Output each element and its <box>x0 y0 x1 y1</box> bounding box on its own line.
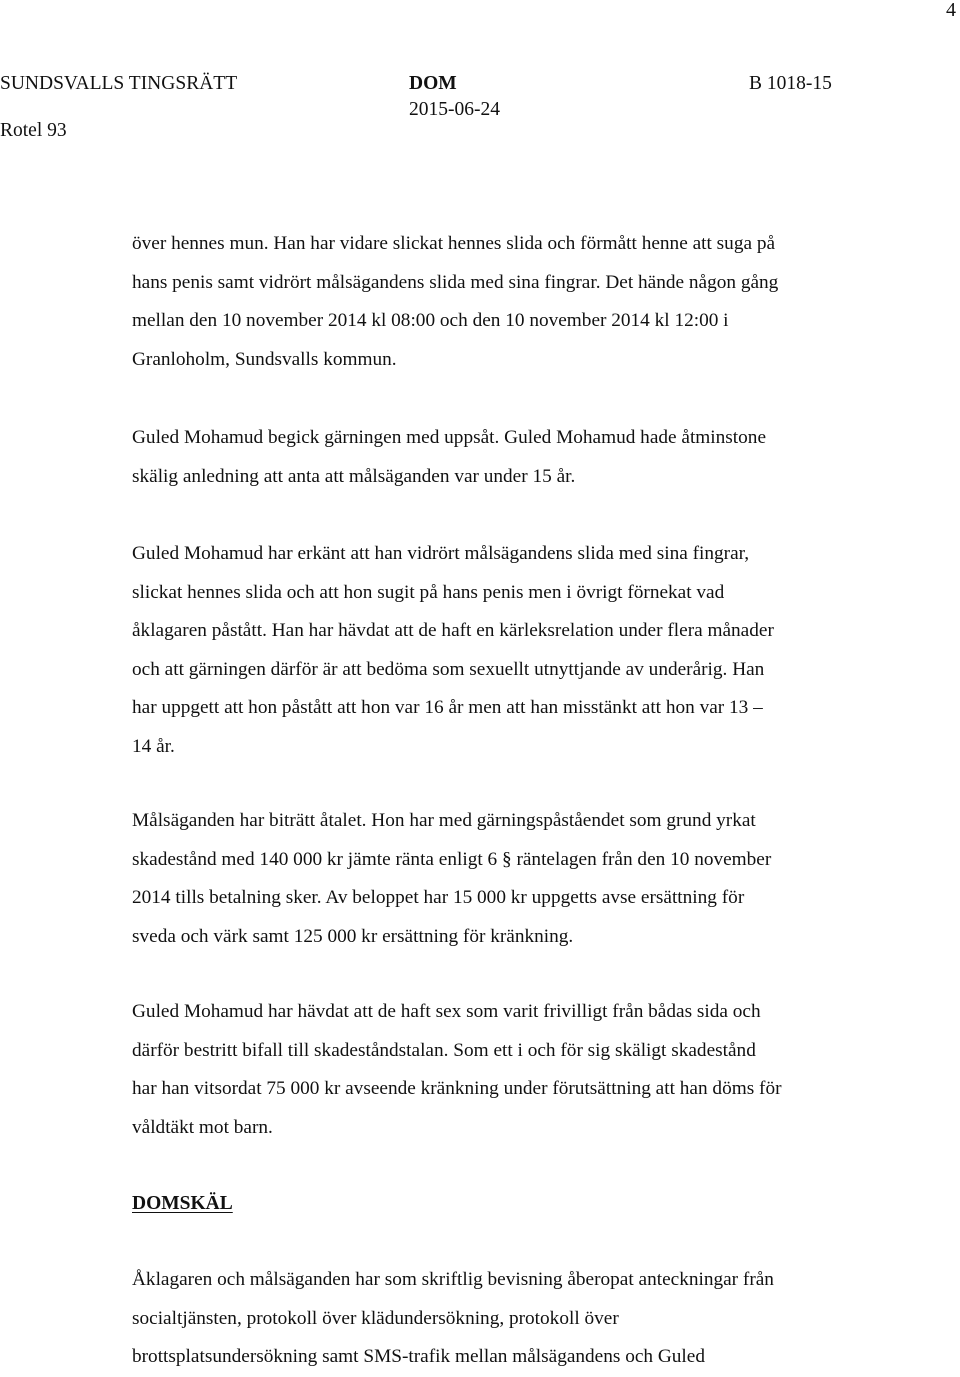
text-line: Guled Mohamud begick gärningen med uppsåt. Guled Mohamud hade åtminstone <box>132 427 767 448</box>
text-line: Guled Mohamud har erkänt att han vidrört målsägandens slida med sina fingrar, <box>132 543 750 564</box>
text-line: därför bestritt bifall till skadeståndstalan. Som ett i och för sig skäligt skadestånd <box>132 1039 756 1061</box>
text-line: Guled Mohamud har hävdat att de haft sex som varit frivilligt från bådas sida och <box>132 1001 761 1022</box>
paragraph-defendant-statement <box>132 535 882 767</box>
section-heading-domskal: DOMSKÄL <box>132 1193 233 1214</box>
text-line: och att gärningen därför är att bedöma som sexuellt utnyttjande av underårig. Han <box>132 658 765 680</box>
text-line: socialtjänsten, protokoll över klädundersökning, protokoll över <box>132 1307 619 1329</box>
text-line: har uppgett att hon påstått att hon var 16 år men att han misstänkt att hon var 13 – <box>132 697 763 719</box>
text-line: skadestånd med 140 000 kr jämte ränta enligt 6 § räntelagen från den 10 november <box>132 848 772 870</box>
page-number: 4 <box>946 0 956 21</box>
text-line: 14 år. <box>132 735 175 757</box>
text-line: Åklagaren och målsäganden har som skriftlig bevisning åberopat anteckningar från <box>132 1269 774 1290</box>
text-line: Granloholm, Sundsvalls kommun. <box>132 348 397 370</box>
text-line: åklagaren påstått. Han har hävdat att de haft en kärleksrelation under flera månader <box>132 620 774 642</box>
paragraph-charge-description <box>132 225 882 379</box>
text-line: skälig anledning att anta att målsäganden var under 15 år. <box>132 465 576 487</box>
text-line: 2014 tills betalning sker. Av beloppet har 15 000 kr uppgetts avse ersättning för <box>132 887 745 909</box>
document-type: DOM <box>409 73 457 94</box>
document-date: 2015-06-24 <box>409 99 500 120</box>
text-line: Målsäganden har biträtt åtalet. Hon har med gärningspåståendet som grund yrkat <box>132 810 756 831</box>
paragraph-defendant-response <box>132 993 882 1147</box>
court-name: SUNDSVALLS TINGSRÄTT <box>0 73 238 94</box>
text-line: slickat hennes slida och att hon sugit på hans penis men i övrigt förnekat vad <box>132 581 725 603</box>
text-line: hans penis samt vidrört målsägandens slida med sina fingrar. Det hände någon gång <box>132 271 779 293</box>
text-line: har han vitsordat 75 000 kr avseende kränkning under förutsättning att han döms för <box>132 1078 782 1100</box>
court-division: Rotel 93 <box>0 120 67 141</box>
case-number: B 1018-15 <box>749 73 832 94</box>
paragraph-damages-claim <box>132 802 882 956</box>
paragraph-intent <box>132 419 882 496</box>
text-line: mellan den 10 november 2014 kl 08:00 och den 10 november 2014 kl 12:00 i <box>132 310 729 332</box>
text-line: sveda och värk samt 125 000 kr ersättning för kränkning. <box>132 925 574 947</box>
text-line: över hennes mun. Han har vidare slickat hennes slida och förmått henne att suga på <box>132 233 776 254</box>
text-line: brottsplatsundersökning samt SMS-trafik mellan målsägandens och Guled <box>132 1346 705 1368</box>
paragraph-evidence <box>132 1261 882 1377</box>
text-line: våldtäkt mot barn. <box>132 1116 273 1138</box>
